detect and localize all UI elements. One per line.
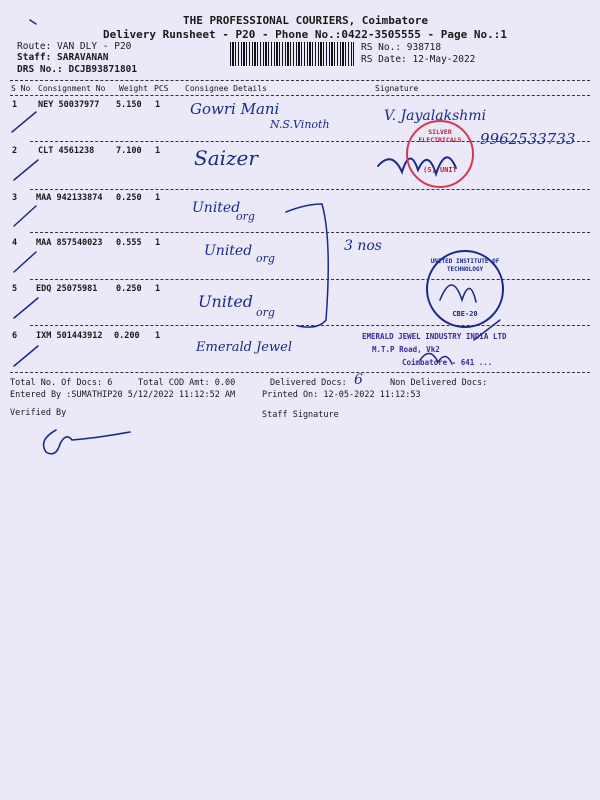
stamp-text: M.T.P Road, Vk2 (372, 345, 440, 354)
delivered-docs: Delivered Docs: (270, 378, 347, 388)
row-pcs: 1 (155, 100, 161, 110)
row-consignment: IXM 501443912 (36, 331, 103, 341)
tick-mark (14, 252, 36, 272)
stamp-text: EMERALD JEWEL INDUSTRY INDIA LTD (362, 332, 507, 341)
signature-handwriting: V. Jayalakshmi (384, 108, 487, 124)
consignee-handwriting-2: org (236, 210, 255, 223)
delivered-count-handwriting: 6 (354, 372, 363, 388)
emerald-stamp (362, 332, 562, 367)
signature-phone: 9962533733 (480, 130, 576, 148)
row-sno: 1 (12, 100, 18, 110)
row-weight: 0.250 (116, 193, 142, 203)
entered-by: Entered By :SUMATHIP20 5/12/2022 11:12:52 AM (10, 390, 236, 400)
row-pcs: 1 (155, 284, 161, 294)
silver-stamp (406, 120, 474, 188)
stamp-text: TECHNOLOGY (446, 266, 484, 273)
total-cod: Total COD Amt: 0.00 (138, 378, 236, 388)
consignee-handwriting: United (198, 292, 254, 311)
company-name: THE PROFESSIONAL COURIERS, Coimbatore (183, 14, 429, 27)
page-title: Delivery Runsheet - P20 - Phone No.:0422-3505555 - Page No.:1 (103, 28, 507, 41)
consignee-handwriting: United (192, 200, 241, 216)
pen-stroke (30, 20, 36, 24)
staff-signature: Staff Signature (262, 410, 339, 420)
stamp-text: UNITED INSTITUTE OF (430, 258, 500, 265)
row-pcs: 1 (155, 331, 161, 341)
total-docs: Total No. Of Docs: 6 (10, 378, 113, 388)
rs-number: RS No.: 938718 (361, 42, 442, 53)
col-sno: S No (11, 84, 31, 93)
verified-by: Verified By (10, 408, 67, 418)
consignee-handwriting: United (204, 243, 253, 259)
col-weight: Weight (119, 84, 148, 93)
row-sno: 4 (12, 238, 18, 248)
consignee-handwriting: Emerald Jewel (196, 340, 292, 355)
col-signature: Signature (375, 84, 419, 93)
row-weight: 5.150 (116, 100, 142, 110)
row-sno: 3 (12, 193, 18, 203)
row-consignment: MAA 942133874 (36, 193, 103, 203)
drs-number: DRS No.: DCJB93871801 (17, 64, 138, 75)
rs-date: RS Date: 12-May-2022 (361, 54, 476, 65)
stamp-text: CBE-20 (452, 310, 478, 318)
staff-label: Staff: SARAVANAN (17, 52, 109, 63)
tick-mark (12, 112, 36, 132)
non-delivered-docs: Non Delivered Docs: (390, 378, 488, 388)
row-consignment: CLT 4561238 (38, 146, 95, 156)
tick-mark (14, 298, 38, 318)
united-stamp (426, 250, 504, 328)
row-pcs: 1 (155, 193, 161, 203)
row-consignment: EDQ 25075981 (36, 284, 98, 294)
consignee-handwriting: Gowri Mani (190, 100, 280, 118)
col-consignment: Consignment No (38, 84, 106, 93)
tick-mark (14, 160, 38, 180)
verifier-signature (44, 430, 130, 454)
row-weight: 0.250 (116, 284, 142, 294)
consignee-handwriting-2: org (256, 252, 275, 265)
stamp-text: Coimbatore - 641 ... (402, 358, 493, 367)
stamp-text: SILVER ELECTRICALS (418, 128, 462, 144)
row-consignment: NEY 50037977 (38, 100, 100, 110)
route-label: Route: VAN DLY - P20 (17, 41, 132, 52)
row-sno: 5 (12, 284, 18, 294)
row-weight: 0.200 (114, 331, 140, 341)
consignee-handwriting-2: org (256, 306, 275, 319)
row-pcs: 1 (155, 146, 161, 156)
col-consignee: Consignee Details (185, 84, 267, 93)
row-weight: 0.555 (116, 238, 142, 248)
row-pcs: 1 (155, 238, 161, 248)
consignee-handwriting: Saizer (194, 146, 258, 170)
bracket-stroke (286, 204, 328, 327)
row-weight: 7.100 (116, 146, 142, 156)
tick-mark (14, 346, 38, 366)
bracket-note: 3 nos (344, 238, 382, 254)
row-consignment: MAA 857540023 (36, 238, 103, 248)
stamp-text: (S) UNIT (423, 166, 457, 174)
tick-mark (14, 206, 36, 226)
row-sno: 2 (12, 146, 18, 156)
row-sno: 6 (12, 331, 18, 341)
consignee-handwriting-2: N.S.Vinoth (270, 118, 330, 131)
printed-on: Printed On: 12-05-2022 11:12:53 (262, 390, 421, 400)
col-pcs: PCS (154, 84, 169, 93)
